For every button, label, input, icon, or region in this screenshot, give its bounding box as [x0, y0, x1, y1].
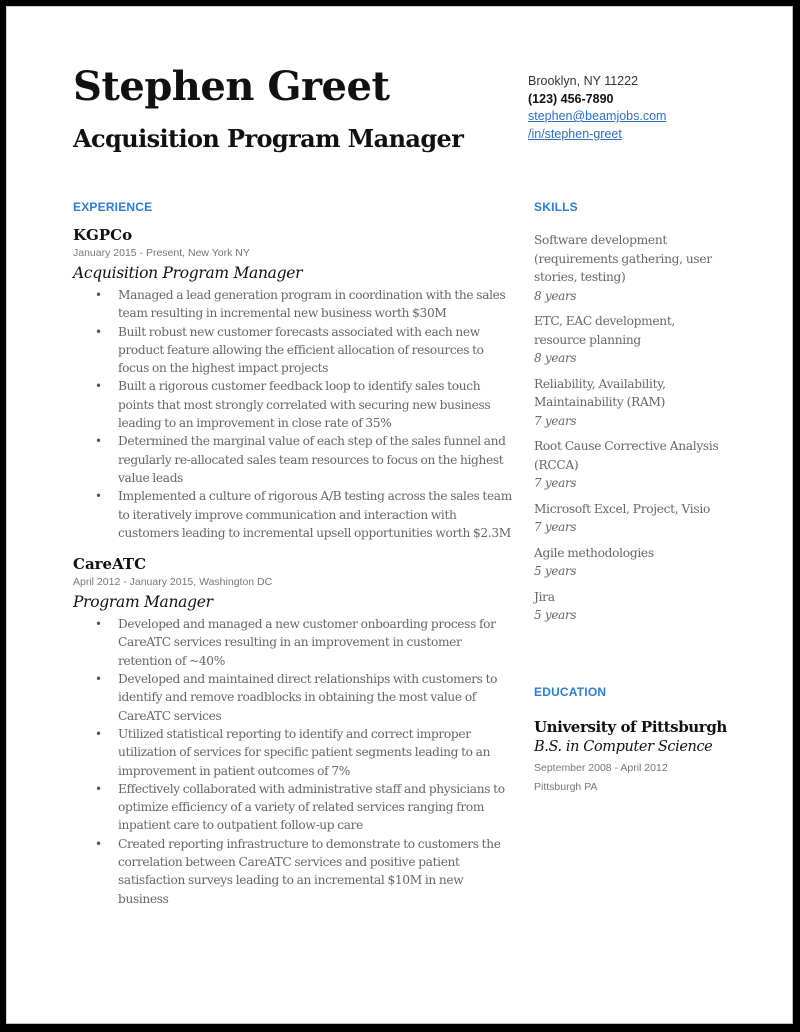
education-location: Pittsburgh PA [534, 781, 598, 793]
skills-heading: SKILLS [534, 200, 578, 214]
bullet-icon: • [95, 324, 102, 339]
job-bullet: • Developed and maintained direct relationships with customers to identify and remove roadblocks in obtaining the most value of CareATC services [95, 672, 498, 723]
skill-years: 7 years [534, 520, 577, 534]
contact-linkedin-link[interactable]: /in/stephen-greet [528, 126, 622, 141]
skill-item [534, 375, 719, 431]
skill-name: ETC, EAC development, resource planning [534, 314, 676, 347]
job-meta: January 2015 - Present, New York NY [73, 247, 250, 259]
job-bullet: • Managed a lead generation program in coordination with the sales team resulting in incremental new business worth $30M [95, 288, 506, 321]
job-bullet: • Developed and managed a new customer onboarding process for CareATC services resulting in an improvement in customer retention of ~40% [95, 617, 496, 668]
contact-phone: (123) 456-7890 [528, 91, 614, 106]
candidate-name: Stephen Greet [73, 63, 390, 110]
bullet-icon: • [95, 726, 102, 741]
job-bullet: • Built robust new customer forecasts associated with each new product feature allowing the efficient allocation of resources to focus on the highest impact projects [95, 324, 484, 376]
skill-years: 7 years [534, 476, 577, 490]
job-bullet: • Built a rigorous customer feedback loop to identify sales touch points that most strongly correlated with securing new business leading to an improvement in close rate of 35% [95, 379, 491, 431]
education-heading: EDUCATION [534, 685, 607, 699]
contact-email-link[interactable]: stephen@beamjobs.com [528, 109, 667, 123]
job-role: Program Manager [73, 593, 213, 612]
bullet-icon: • [95, 379, 102, 394]
bullet-icon: • [95, 489, 102, 504]
education-degree: B.S. in Computer Science [534, 739, 713, 755]
skill-years: 5 years [534, 564, 577, 578]
skill-item [534, 588, 719, 625]
job-company: CareATC [73, 555, 147, 574]
experience-section [73, 225, 513, 920]
job-entry [73, 225, 513, 542]
skill-name: Jira [534, 589, 555, 604]
contact-block [528, 73, 666, 143]
job-bullets [73, 286, 513, 542]
skill-item [534, 544, 719, 581]
skill-item [534, 312, 719, 368]
job-role: Acquisition Program Manager [73, 264, 303, 282]
bullet-icon: • [95, 781, 102, 796]
job-bullet: • Utilized statistical reporting to identify and correct improper utilization of services for specific patient segments leading to an improvement in patient outcomes of 7% [95, 726, 491, 778]
job-meta: April 2012 - January 2015, Washington DC [73, 576, 273, 589]
skills-section [534, 231, 719, 632]
skill-years: 5 years [534, 608, 577, 622]
bullet-icon: • [95, 434, 102, 449]
contact-location: Brooklyn, NY 11222 [528, 74, 639, 88]
job-entry [73, 554, 513, 908]
skill-name: Root Cause Corrective Analysis (RCCA) [534, 439, 719, 472]
bullet-icon: • [95, 836, 102, 851]
skill-name: Agile methodologies [534, 545, 654, 560]
job-company: KGPCo [73, 226, 133, 244]
bullet-icon: • [95, 617, 102, 632]
skill-item [534, 500, 719, 537]
skill-name: Reliability, Availability, Maintainability (RAM) [534, 376, 666, 409]
experience-heading: EXPERIENCE [73, 200, 153, 214]
skill-item [534, 437, 719, 493]
job-bullet: • Implemented a culture of rigorous A/B testing across the sales team to iteratively improve communication and interaction with customers leading to incremental upsell opportunities worth $2.3M [95, 489, 512, 540]
job-bullet: • Effectively collaborated with administrative staff and physicians to optimize efficiency of a variety of related services ranging from inpatient care to outpatient follow-up care [95, 781, 505, 833]
education-dates: September 2008 - April 2012 [534, 762, 668, 774]
job-bullet: • Created reporting infrastructure to demonstrate to customers the correlation between CareATC services and positive patient satisfaction surveys leading to an incremental $10M in new business [95, 836, 501, 906]
education-school: University of Pittsburgh [534, 718, 727, 736]
bullet-icon: • [95, 288, 102, 302]
education-section [534, 717, 764, 797]
skill-name: Software development (requirements gathering, user stories, testing) [534, 233, 712, 284]
candidate-title: Acquisition Program Manager [73, 124, 464, 153]
skill-years: 7 years [534, 413, 577, 428]
resume-page [6, 6, 793, 1024]
skill-name: Microsoft Excel, Project, Visio [534, 501, 710, 516]
bullet-icon: • [95, 672, 102, 687]
skill-years: 8 years [534, 351, 577, 365]
skill-years: 8 years [534, 288, 577, 303]
skill-item [534, 231, 719, 305]
job-bullet: • Determined the marginal value of each step of the sales funnel and regularly re-allocated sales team resources to focus on the highest value leads [95, 434, 506, 485]
job-bullets [73, 615, 513, 908]
